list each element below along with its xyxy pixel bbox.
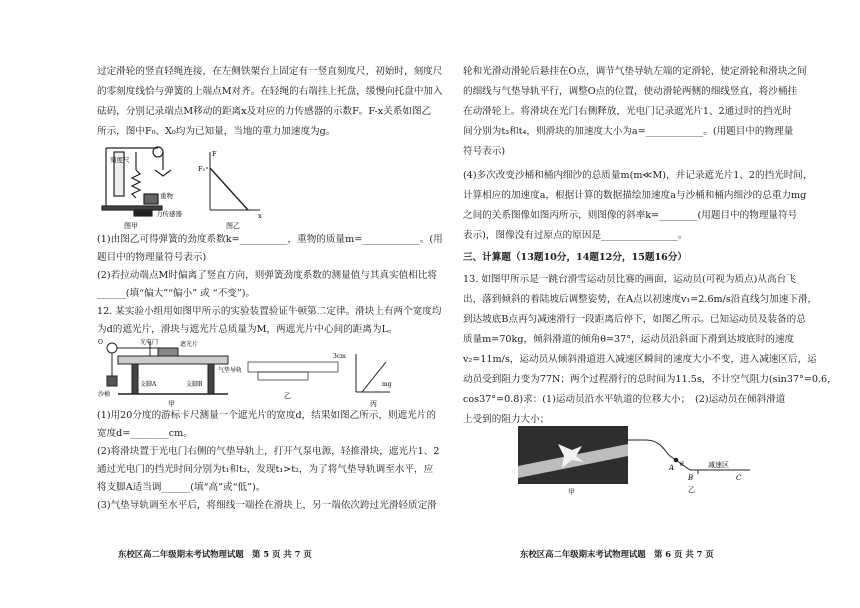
label-O: O <box>98 339 103 346</box>
caption-fig-b: 乙 <box>284 392 291 400</box>
angle-theta: θ <box>680 461 684 468</box>
point-B: B <box>688 474 694 482</box>
axis-F: F <box>212 150 217 158</box>
text-line: 在动滑轮上。将滑块在光门右侧释放，光电门记录遮光片1、2通过时的挡光时 <box>463 106 792 117</box>
label-shade: 遮光片 <box>180 341 199 348</box>
label-sand: 沙桶 <box>98 391 111 398</box>
text-line: (1)用20分度的游标卡尺测量一个遮光片的宽度d，结果如图乙所示，则遮光片的 <box>97 410 436 421</box>
text-line: 13. 如图甲所示是一跳台滑雪运动员比赛的画面，运动员(可视为质点)从高台飞 <box>463 274 796 285</box>
label-gate: 光电门 <box>140 339 159 346</box>
text-line: 出，落到倾斜的着陆坡后调整姿势，在A点以初速度v₁=2.6m/s沿直线匀加速下滑， <box>463 294 818 305</box>
text-line: v₂=11m/s，运动员从倾斜滑道进入减速区瞬间的速度大小不变，进入减速区后，运 <box>463 354 817 365</box>
text-line: 符号表示) <box>463 146 506 157</box>
label-ruler: 刻度尺 <box>110 156 130 164</box>
text-line: 题目中的物理量符号表示) <box>97 252 207 263</box>
text-line: 过定滑轮的竖直轻绳连接，在左侧铁架台上固定有一竖直刻度尺，初始时，刻度尺 <box>97 66 443 77</box>
text-line: (3)气垫导轨调至水平后，将细线一端拴在滑块上，另一端依次跨过光滑轻质定滑 <box>97 500 437 511</box>
axis-mg: mg <box>382 381 392 388</box>
axis-F0: F₀ <box>198 165 206 173</box>
text-line: 的细线与气垫导轨平行，调整O点的位置，使动滑轮两侧的细线竖直，将沙桶挂 <box>463 86 798 97</box>
label-sensor: 力传感器 <box>156 210 182 218</box>
label-scale: 3cm <box>333 353 346 360</box>
text-line: (1)由图乙可得弹簧的劲度系数k=__________，重物的质量m=____________。(用 <box>97 234 443 245</box>
text-line: 的零刻度线恰与弹簧的上端点M对齐。在轻绳的右端挂上托盘，缓慢向托盘中加入 <box>97 86 443 97</box>
section-heading: 三、计算题（13题10分，14题12分，15题16分） <box>463 252 688 263</box>
right-page <box>430 0 860 608</box>
axis-x: x <box>258 212 262 220</box>
label-rail: 气垫导轨 <box>218 367 243 374</box>
text-line: (4)多次改变沙桶和桶内细沙的总质量m(m≪M)，并记录遮光片1、2的挡光时间， <box>463 170 813 181</box>
text-line: 12. 某实验小组用如图甲所示的实验装置验证牛顿第二定律。滑块上有两个宽度均 <box>97 306 442 317</box>
air-track-figure <box>98 338 398 410</box>
spring-sensor-figure <box>100 140 330 230</box>
point-C: C <box>736 474 742 482</box>
text-line: 为d的遮光片，滑块与遮光片总质量为M，两遮光片中心间的距离为L。 <box>97 324 398 335</box>
text-line: 宽度d=________cm。 <box>97 428 193 439</box>
text-line: 砝码，分别记录端点M移动的距离x及对应的力传感器的示数F。F-x关系如图乙 <box>97 106 432 117</box>
caption-fig-b: 图乙 <box>226 222 240 230</box>
slope-diagram <box>620 430 770 494</box>
ski-jump-photo <box>518 426 628 496</box>
text-line: 上受到的阻力大小； <box>463 414 550 425</box>
caption-fig-a: 图甲 <box>124 222 138 230</box>
caption-diagram: 乙 <box>688 486 695 494</box>
text-line: 将支脚A适当调______(填“高”或“低”)。 <box>97 482 266 493</box>
text-line: 质量m=70kg，倾斜滑道的倾角θ=37°，运动员沿斜面下滑到达坡底时的速度 <box>463 334 795 345</box>
text-line: (2)将滑块置于光电门右侧的气垫导轨上，打开气泵电源，轻推滑块，遮光片1、2 <box>97 446 440 457</box>
page-footer: 东校区高二年级期末考试物理试题 第 5 页 共 7 页 <box>118 549 312 559</box>
label-legA: 支脚A <box>140 381 157 388</box>
text-line: 通过光电门的挡光时间分别为t₁和t₂，发现t₁>t₂，为了将气垫导轨调至水平，应 <box>97 464 434 475</box>
label-weight: 重物 <box>160 192 173 200</box>
text-line: 到达坡底B点再匀减速滑行一段距离后停下，如图乙所示。已知运动员及装备的总 <box>463 314 806 325</box>
text-line: 所示，图中F₀、X₀均为已知量，当地的重力加速度为g。 <box>97 126 336 137</box>
text-line: ______(填“偏大”“偏小” 或 “不变”)。 <box>97 288 256 299</box>
page-footer: 东校区高二年级期末考试物理试题 第 6 页 共 7 页 <box>520 549 714 559</box>
label-zone: 减速区 <box>708 461 729 469</box>
text-line: cos37°=0.8)求：(1)运动员沿水平轨道的位移大小； (2)运动员在倾斜滑道 <box>463 394 786 405</box>
caption-fig-a: 甲 <box>168 400 175 408</box>
text-line: 轮和光滑动滑轮后悬挂在O点，调节气垫导轨左端的定滑轮，使定滑轮和滑块之间 <box>463 66 807 77</box>
text-line: (2)若拉动端点M时偏离了竖直方向，则弹簧劲度系数的测量值与其真实值相比将 <box>97 270 438 281</box>
caption-fig-c: 丙 <box>370 400 377 408</box>
text-line: 计算相应的加速度a，根据计算的数据描绘加速度a与沙桶和桶内细沙的总重力mg <box>463 190 807 201</box>
point-A: A <box>669 464 675 472</box>
text-line: 动员受到阻力变为77N；两个过程滑行的总时间为11.5s，不计空气阻力(sin37°=0.6， <box>463 374 837 385</box>
label-legB: 支脚B <box>186 381 203 388</box>
text-line: 间分别为t₃和t₄，则滑块的加速度大小为a=____________。(用题目中的物理量 <box>463 126 794 137</box>
caption-photo: 甲 <box>568 488 575 496</box>
text-line: 之间的关系图像如图丙所示，则图像的斜率k=________(用题目中的物理量符号 <box>463 210 798 221</box>
text-line: 表示)，图像没有过原点的原因是________________。 <box>463 230 688 241</box>
